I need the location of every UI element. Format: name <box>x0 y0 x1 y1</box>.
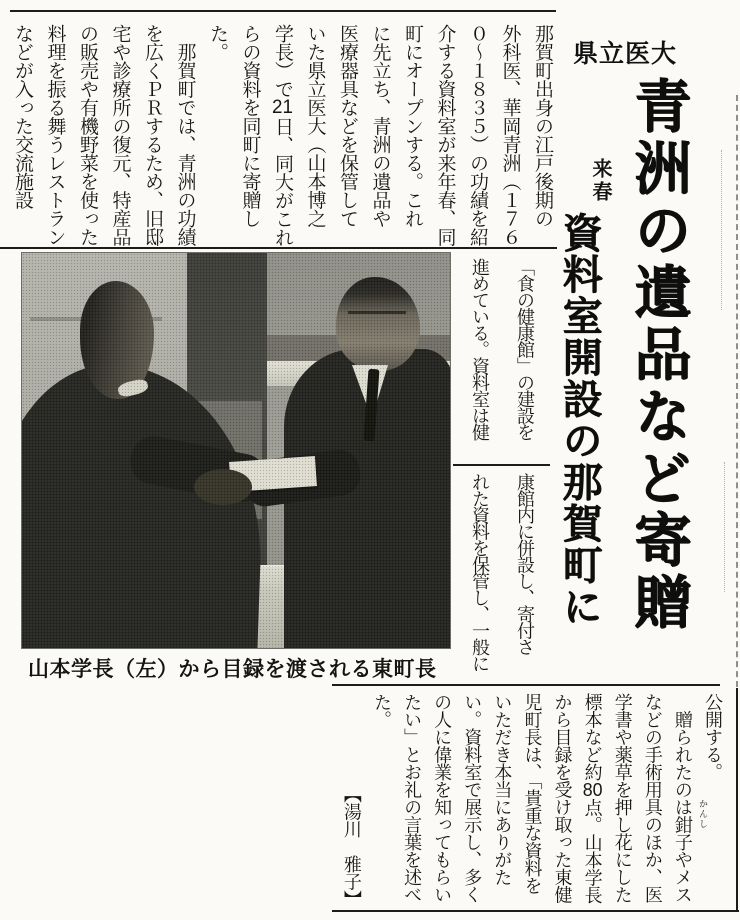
body-column: い。資料室で展示し、多く <box>462 693 483 903</box>
bridge-paragraph-lower <box>452 473 547 669</box>
lead-column-with-date <box>266 24 299 254</box>
lead-column: を広くＰＲするため、旧邸 <box>142 24 163 246</box>
lead-column: らの資料を同町に寄贈し <box>239 24 261 228</box>
ruby-base: 鉗子 <box>672 815 693 851</box>
byline: 【湯川 雅子】 <box>341 784 362 907</box>
sub-headline: 資料室開設の那賀町に <box>557 212 602 627</box>
lead-column: ０～１８３５）の功績を紹 <box>467 24 488 246</box>
lead-column: 介する資料室が来年春、同 <box>434 24 456 246</box>
body-bottom-rule <box>332 910 739 912</box>
headline-prefix: 来春 <box>589 158 611 204</box>
body-text: やメス <box>672 850 693 903</box>
body-paragraph <box>336 693 728 907</box>
body-column-with-count <box>578 693 608 907</box>
furigana-kanshi: かんし <box>698 799 708 829</box>
lead-paragraph <box>6 24 558 254</box>
body-text: 標本など約 <box>582 693 603 781</box>
lead-column: 料理を振る舞うレストラン <box>44 24 66 246</box>
lead-column: 医療器具などを保管して <box>337 24 358 228</box>
bridge-column: 進めている。資料室は健 <box>470 258 490 440</box>
body-top-rule <box>332 684 720 686</box>
lead-bottom-rule <box>0 247 557 249</box>
photo-caption: 山本学長（左）から目録を渡される東町長 <box>28 658 437 681</box>
bridge-column: 康館内に併設し、寄付さ <box>515 473 535 655</box>
body-column: 学書や薬草を押し花にした <box>612 693 633 903</box>
news-photo <box>22 253 450 648</box>
lead-column: 外科医、華岡青洲（１７６ <box>499 24 521 246</box>
body-column: の人に偉業を知ってもらい <box>432 693 453 903</box>
date-number: 21 <box>272 98 293 117</box>
body-column: た。 <box>371 693 392 728</box>
body-column: などの手術用具のほか、医 <box>642 693 663 903</box>
lead-text: 学長）で <box>272 24 293 98</box>
lead-text: 日、同大がこれ <box>272 117 293 247</box>
lead-column: いた県立医大（山本博之 <box>304 24 326 228</box>
main-headline: 青洲の遺品など寄贈 <box>626 76 689 634</box>
body-column: 児町長は、「貴重な資料を <box>522 693 543 894</box>
lead-column: た。 <box>207 24 228 61</box>
kicker-label: 県立医大 <box>573 40 678 68</box>
right-margin-solid-rule <box>736 688 738 912</box>
margin-dotted-rule <box>721 150 722 310</box>
count-number: 80 <box>582 780 603 799</box>
lead-column: などが入った交流施設 <box>12 24 33 209</box>
bridge-column: れた資料を保管し、一般に <box>470 473 490 671</box>
body-column-with-ruby <box>668 693 698 907</box>
body-column: たい」とお礼の言葉を述べ <box>402 693 423 903</box>
body-text: 贈られたのは <box>672 693 693 816</box>
bridge-column: 「食の健康館」の建設を <box>515 258 535 440</box>
bridge-paragraph-upper <box>452 258 547 464</box>
body-column: 公開する。 <box>703 693 723 781</box>
body-column: いただき本当にありがた <box>492 693 513 886</box>
lead-column: 那賀町出身の江戸後期の <box>532 24 553 228</box>
lead-column: 宅や診療所の復元、特産品 <box>109 24 131 246</box>
photo-right-man-glasses <box>348 311 406 326</box>
lead-column: 那賀町では、青洲の功績 <box>174 24 196 246</box>
lead-top-rule <box>10 10 556 12</box>
right-margin-dashed-rule <box>736 95 738 687</box>
bridge-divider-rule <box>453 464 550 466</box>
lead-column: 町にオープンする。これ <box>402 24 423 228</box>
lead-column: に先立ち、青洲の遺品や <box>369 24 391 228</box>
body-column: から目録を受け取った東健 <box>552 693 573 903</box>
lead-column: の販売や有機野菜を使った <box>77 24 98 246</box>
margin-dotted-rule <box>724 462 725 592</box>
photo-hands <box>194 469 252 505</box>
body-text: 点。山本学長 <box>582 798 603 904</box>
